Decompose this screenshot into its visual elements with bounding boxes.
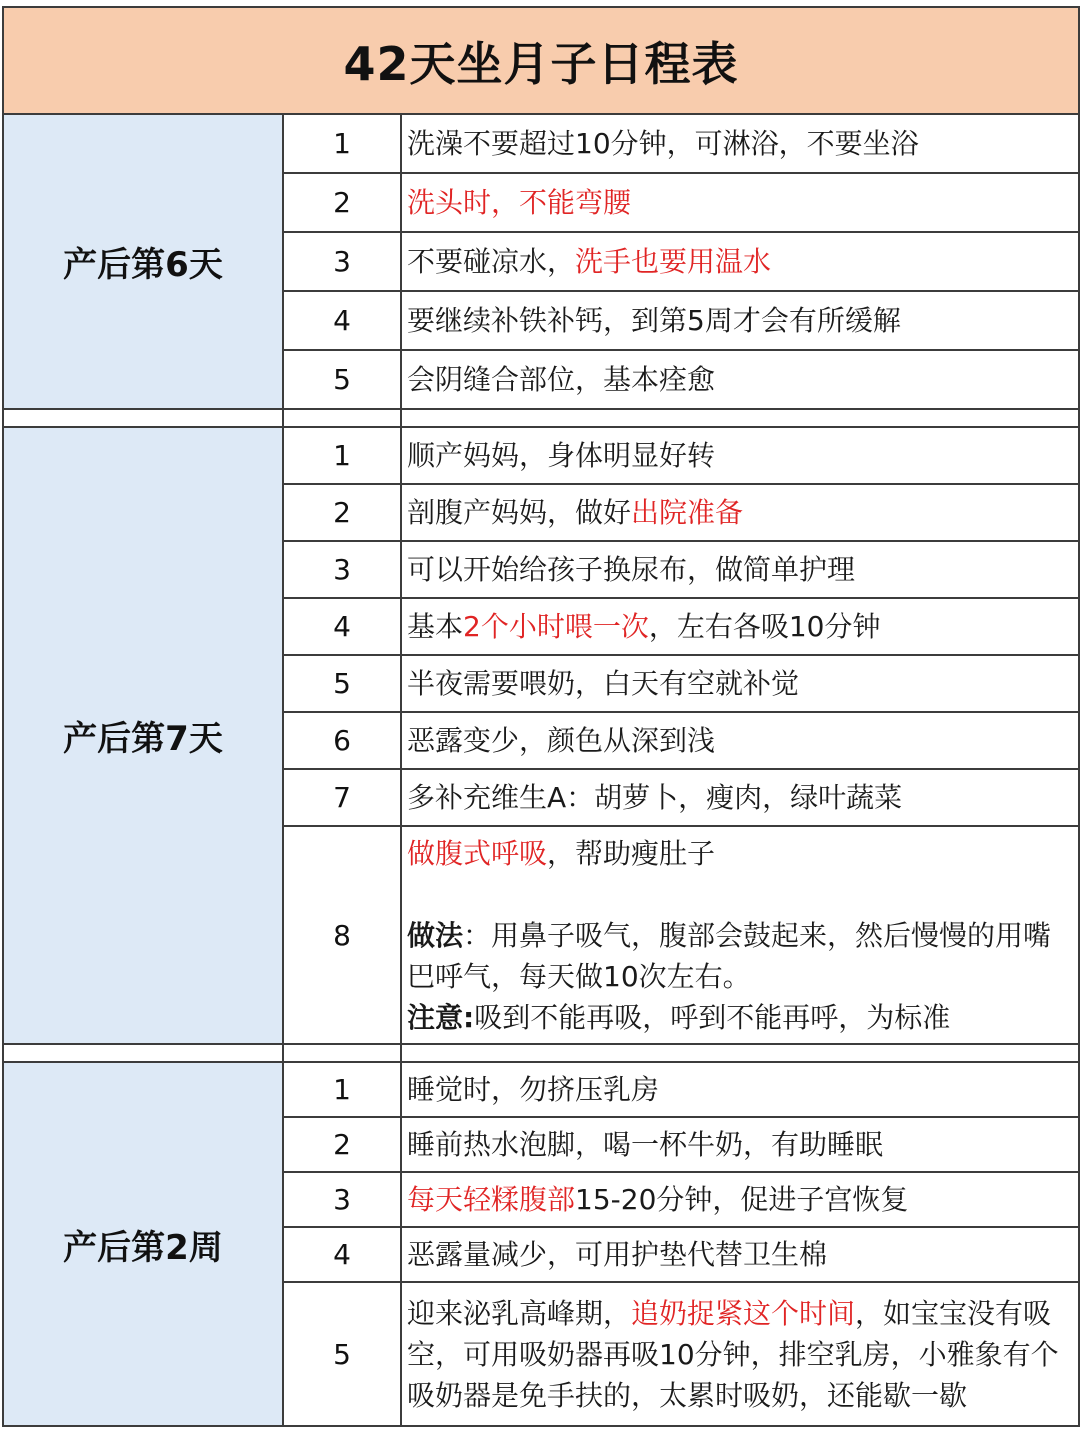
table-row — [3, 1062, 1079, 1117]
period-label: 产后第2周 — [3, 1062, 283, 1426]
item-text — [401, 655, 1079, 712]
item-number: 3 — [283, 232, 401, 291]
text-segment: 睡觉时，勿挤压乳房 — [407, 1073, 660, 1106]
item-text — [401, 114, 1079, 173]
text-segment: 迎来泌乳高峰期， — [407, 1296, 632, 1330]
text-segment: 多补充维生A：胡萝卜，瘦肉，绿叶蔬菜 — [407, 781, 903, 814]
item-number: 5 — [283, 655, 401, 712]
table-title: 42天坐月子日程表 — [3, 7, 1079, 114]
item-text — [401, 291, 1079, 350]
item-text — [401, 1282, 1079, 1426]
item-text — [401, 1062, 1079, 1117]
item-text — [401, 1227, 1079, 1282]
item-text — [401, 598, 1079, 655]
text-segment: 恶露量减少，可用护垫代替卫生棉 — [407, 1238, 828, 1271]
section-divider — [3, 409, 1079, 427]
item-text — [401, 769, 1079, 826]
text-segment: ，左右各吸10分钟 — [648, 610, 881, 643]
item-text — [401, 232, 1079, 291]
text-segment: 半夜需要喂奶，白天有空就补觉 — [407, 667, 800, 700]
detail-line — [407, 833, 1070, 874]
text-segment: 剖腹产妈妈，做好 — [407, 496, 632, 529]
item-number: 7 — [283, 769, 401, 826]
schedule-table — [2, 6, 1080, 1427]
method-text: ：用鼻子吸气，腹部会鼓起来，然后慢慢的用嘴巴呼气，每天做10次左右。 — [407, 919, 1052, 993]
item-number: 3 — [283, 1172, 401, 1227]
table-row — [3, 114, 1079, 173]
section-divider — [3, 1044, 1079, 1062]
method-paragraph — [407, 915, 1070, 997]
text-segment: 可以开始给孩子换尿布，做简单护理 — [407, 553, 856, 586]
item-text — [401, 541, 1079, 598]
period-label: 产后第6天 — [3, 114, 283, 409]
item-number: 4 — [283, 291, 401, 350]
table-row — [3, 427, 1079, 484]
item-text — [401, 1172, 1079, 1227]
item-text — [401, 427, 1079, 484]
item-number: 2 — [283, 1117, 401, 1172]
highlight-segment: 出院准备 — [631, 496, 744, 529]
highlight-segment: 洗头时，不能弯腰 — [407, 186, 632, 219]
text-segment: ，如宝宝没有吸空，可用吸奶器再吸10分钟，排空乳房，小雅象有个吸奶器是免手扶的，太累时吸奶，还能歇一歇 — [407, 1296, 1059, 1412]
item-number: 4 — [283, 1227, 401, 1282]
item-number: 1 — [283, 427, 401, 484]
text-segment: 15-20分钟，促进子宫恢复 — [575, 1183, 909, 1216]
text-segment: 洗澡不要超过10分钟，可淋浴，不要坐浴 — [407, 127, 919, 160]
item-number: 1 — [283, 1062, 401, 1117]
text-segment: ，帮助瘦肚子 — [547, 837, 716, 870]
item-number: 4 — [283, 598, 401, 655]
item-number: 5 — [283, 1282, 401, 1426]
item-number: 6 — [283, 712, 401, 769]
item-number: 2 — [283, 173, 401, 232]
method-label: 做法 — [407, 919, 464, 952]
highlight-segment: 每天轻糅腹部 — [407, 1183, 576, 1216]
text-segment: 顺产妈妈，身体明显好转 — [407, 439, 716, 472]
note-text: 吸到不能再吸，呼到不能再呼，为标准 — [474, 1001, 951, 1034]
item-text — [401, 826, 1079, 1044]
item-number: 1 — [283, 114, 401, 173]
highlight-segment: 追奶捉紧这个时间 — [631, 1296, 856, 1330]
item-number: 2 — [283, 484, 401, 541]
note-label: 注意: — [407, 1001, 475, 1034]
text-segment: 不要碰凉水， — [407, 245, 576, 278]
text-segment: 会阴缝合部位，基本痊愈 — [407, 363, 716, 396]
text-segment: 要继续补铁补钙，到第5周才会有所缓解 — [407, 304, 901, 337]
item-text — [401, 484, 1079, 541]
highlight-segment: 2个小时喂一次 — [463, 610, 649, 643]
item-text — [401, 1117, 1079, 1172]
highlight-segment: 做腹式呼吸 — [407, 837, 548, 870]
item-text — [401, 712, 1079, 769]
highlight-segment: 洗手也要用温水 — [575, 245, 772, 278]
item-number: 8 — [283, 826, 401, 1044]
item-text — [401, 350, 1079, 409]
period-label: 产后第7天 — [3, 427, 283, 1044]
item-number: 5 — [283, 350, 401, 409]
text-segment: 恶露变少，颜色从深到浅 — [407, 724, 716, 757]
item-text — [401, 173, 1079, 232]
text-segment: 基本 — [407, 610, 464, 643]
text-segment: 睡前热水泡脚，喝一杯牛奶，有助睡眠 — [407, 1128, 884, 1161]
note-paragraph — [407, 997, 1070, 1038]
item-number: 3 — [283, 541, 401, 598]
